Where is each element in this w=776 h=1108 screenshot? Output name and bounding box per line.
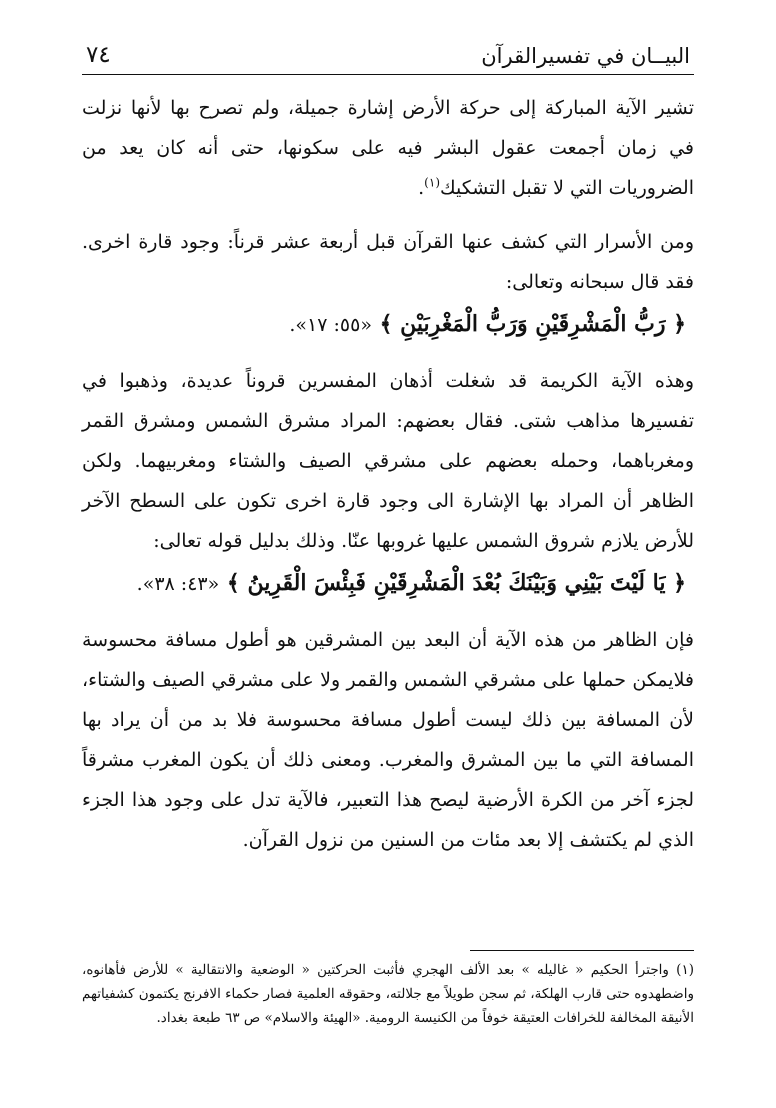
footnote-marker: (١)	[424, 175, 440, 190]
header-divider	[82, 74, 694, 75]
footnote: (١) واجترأ الحكيم « غاليله » بعد الألف الهجري فأثبت الحركتين « الوضعية والانتقالية » للأرض فأهانوه، واضطهدوه حتى قارب الهلكة، ثم سجن طويلاً مع جلالته، وحقوقه العلمية فصار حكماء الافرنج يكتمون كشفياتهم الأنيقة المخالفة للخرافات العتيقة خوفاً من الكنيسة الرومية. «الهيئة والاسلام» ص ٦٣ طبعة بغداد.	[82, 962, 694, 1026]
running-header	[82, 38, 694, 78]
paragraph-other-continent: ومن الأسرار التي كشف عنها القرآن قبل أربعة عشر قرناً: وجود قارة اخرى. فقد قال سبحانه وتعالى:	[82, 231, 694, 293]
running-title: البيــان في تفسيرالقرآن	[481, 44, 690, 68]
page-body	[82, 88, 694, 860]
quran-verse-rahman: ﴿ رَبُّ الْمَشْرِقَيْنِ وَرَبُّ الْمَغْرِبَيْنِ ﴾ «٥٥: ١٧».	[289, 311, 686, 337]
quran-verse-zukhruf: ﴿ يَا لَيْتَ بَيْنِي وَبَيْنَكَ بُعْدَ الْمَشْرِقَيْنِ فَبِئْسَ الْقَرِينُ ﴾ «٤٣: ٣٨».	[136, 570, 686, 596]
paragraph-earth-motion: تشير الآية المباركة إلى حركة الأرض إشارة جميلة، ولم تصرح بها لأنها نزلت في زمان أجمعت عقول البشر فيه على سكونها، حتى أنه كان يعد من الضروريات التي لا تقبل التشكيك$^{(١)}$.	[82, 97, 694, 199]
verse-reference: «٤٣: ٣٨».	[136, 573, 220, 595]
paragraph-distance-argument: فإن الظاهر من هذه الآية أن البعد بين المشرقين هو أطول مسافة محسوسة فلايمكن حملها على مشرقي الشمس والقمر ولا على مشرقي الصيف والشتاء، لأن المسافة بين ذلك ليست أطول مسافة محسوسة فلا بد من أن يراد بها المسافة التي ما بين المشرق والمغرب. ومعنى ذلك أن يكون المغرب مشرقاً لجزء آخر من الكرة الأرضية ليصح هذا التعبير، فالآية تدل على وجود هذا الجزء الذي لم يكتشف إلا بعد مئات من السنين من نزول القرآن.	[82, 629, 694, 851]
paragraph-interpretations: وهذه الآية الكريمة قد شغلت أذهان المفسرين قروناً عديدة، وذهبوا في تفسيرها مذاهب شتى. فقال بعضهم: المراد مشرق الشمس ومشرق القمر ومغرباهما، وحمله بعضهم على مشرقي الصيف والشتاء ومغربيهما. ولكن الظاهر أن المراد بها الإشارة الى وجود قارة اخرى تكون على السطح الآخر للأرض يلازم شروق الشمس عليها غروبها عنّا. وذلك بدليل قوله تعالى:	[82, 370, 694, 552]
verse-reference: «٥٥: ١٧».	[289, 314, 372, 336]
footnote-divider	[470, 950, 694, 951]
page-number: ٧٤	[86, 42, 111, 68]
